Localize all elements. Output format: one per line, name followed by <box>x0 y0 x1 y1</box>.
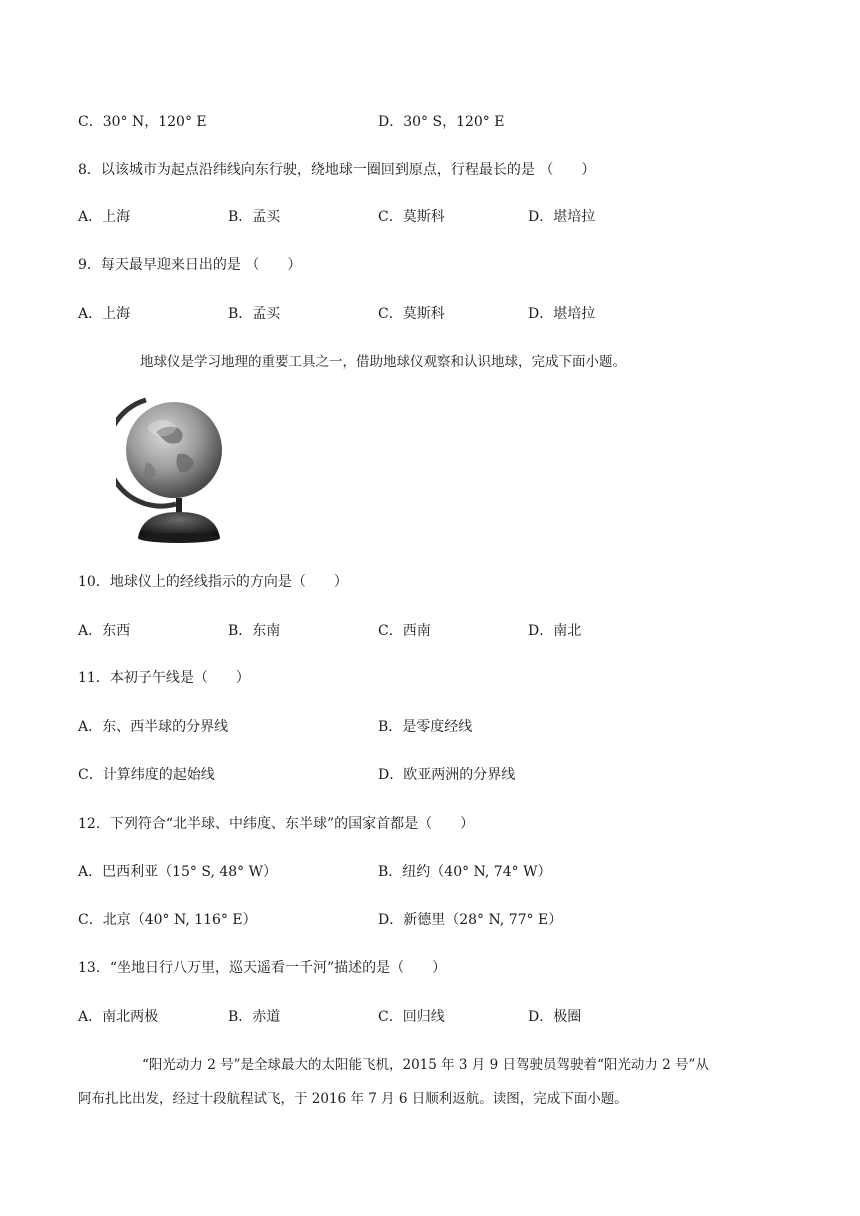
q12-option-c: C．北京（40° N, 116° E） <box>78 912 257 928</box>
q13-option-d: D．极圈 <box>528 1009 582 1025</box>
q10-stem: 10．地球仪上的经线指示的方向是（ ） <box>78 574 348 590</box>
q13-option-a: A．南北两极 <box>78 1009 159 1025</box>
q13-option-b: B．赤道 <box>228 1009 281 1025</box>
q13-option-c: C．回归线 <box>378 1009 445 1025</box>
q8-option-d: D．堪培拉 <box>528 209 596 225</box>
q9-option-c: C．莫斯科 <box>378 306 445 322</box>
q11-option-c: C．计算纬度的起始线 <box>78 767 215 783</box>
q7-option-c: C．30° N，120° E <box>78 114 207 130</box>
q12-option-d: D．新德里（28° N, 77° E） <box>378 912 563 928</box>
q12-option-a: A．巴西利亚（15° S, 48° W） <box>78 864 278 880</box>
q8-option-a: A．上海 <box>78 209 131 225</box>
q11-option-d: D．欧亚两洲的分界线 <box>378 767 516 783</box>
q9-option-a: A．上海 <box>78 306 131 322</box>
q10-option-c: C．西南 <box>378 623 431 639</box>
q10-option-b: B．东南 <box>228 623 281 639</box>
q13-stem: 13．“坐地日行八万里，巡天遥看一千河”描述的是（ ） <box>78 960 447 976</box>
q9-option-b: B．孟买 <box>228 306 281 322</box>
q8-stem: 8．以该城市为起点沿纬线向东行驶，绕地球一圈回到原点，行程最长的是 （ ） <box>78 162 596 178</box>
q10-option-d: D．南北 <box>528 623 582 639</box>
q11-option-a: A．东、西半球的分界线 <box>78 719 229 735</box>
q11-option-b: B．是零度经线 <box>378 719 473 735</box>
q9-stem: 9．每天最早迎来日出的是 （ ） <box>78 257 302 273</box>
q8-option-b: B．孟买 <box>228 209 281 225</box>
q12-stem: 12．下列符合“北半球、中纬度、东半球”的国家首都是（ ） <box>78 816 475 832</box>
globe-image <box>116 392 226 547</box>
passage-globe: 地球仪是学习地理的重要工具之一，借助地球仪观察和认识地球，完成下面小题。 <box>140 354 626 370</box>
q7-option-d: D．30° S，120° E <box>378 114 505 130</box>
q12-option-b: B．纽约（40° N, 74° W） <box>378 864 552 880</box>
passage-solar-impulse-line1: “阳光动力 2 号”是全球最大的太阳能飞机，2015 年 3 月 9 日驾驶员驾驶着“阳光动力 2 号”从 <box>142 1057 709 1073</box>
q9-option-d: D．堪培拉 <box>528 306 596 322</box>
q8-option-c: C．莫斯科 <box>378 209 445 225</box>
q10-option-a: A．东西 <box>78 623 131 639</box>
passage-solar-impulse-line2: 阿布扎比出发，经过十段航程试飞，于 2016 年 7 月 6 日顺利返航。读图，完成下面小题。 <box>78 1091 628 1107</box>
q11-stem: 11．本初子午线是（ ） <box>78 670 250 686</box>
